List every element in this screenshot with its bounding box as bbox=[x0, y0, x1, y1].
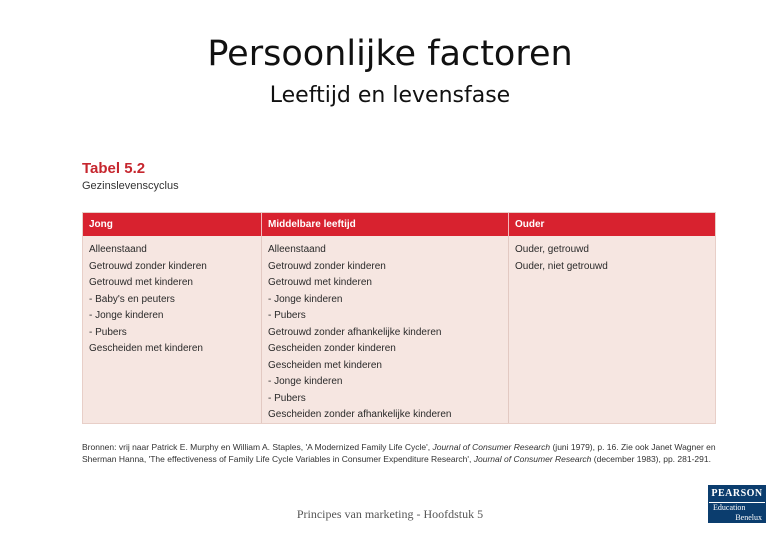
table-cell: - Baby's en peuters bbox=[89, 293, 175, 305]
slide-subtitle: Leeftijd en levensfase bbox=[269, 83, 511, 108]
table-heading: Tabel 5.2 bbox=[82, 160, 146, 177]
column-jong bbox=[83, 236, 261, 423]
slide-title: Persoonlijke factoren bbox=[207, 34, 573, 74]
table-cell: Gescheiden zonder afhankelijke kinderen bbox=[268, 409, 452, 420]
table-cell: Getrouwd met kinderen bbox=[268, 277, 372, 288]
source-text: Bronnen: vrij naar Patrick E. Murphy en William A. Staples, 'A Modernized Family Life Cycle', bbox=[82, 442, 433, 452]
table-cell: Getrouwd zonder kinderen bbox=[268, 260, 386, 272]
column-middelbare-leeftijd bbox=[261, 236, 508, 423]
table-caption: Gezinslevenscyclus bbox=[82, 180, 179, 192]
table-cell: Getrouwd zonder kinderen bbox=[89, 260, 207, 272]
table-cell: Gescheiden zonder kinderen bbox=[268, 343, 396, 354]
slide-footer: Principes van marketing - Hoofdstuk 5 bbox=[296, 507, 484, 521]
table-cell: Alleenstaand bbox=[89, 244, 147, 255]
table-cell: - Jonge kinderen bbox=[89, 310, 164, 321]
logo-line-education: Education bbox=[713, 503, 746, 512]
table-cell: - Pubers bbox=[268, 392, 306, 404]
table-cell: - Jonge kinderen bbox=[268, 376, 343, 387]
table-cell: Gescheiden met kinderen bbox=[268, 359, 382, 371]
family-life-cycle-table bbox=[82, 212, 716, 424]
table-cell: Getrouwd met kinderen bbox=[89, 277, 193, 288]
source-journal: Journal of Consumer Research bbox=[473, 454, 592, 464]
logo-brand: PEARSON bbox=[709, 486, 765, 503]
table-cell: Ouder, niet getrouwd bbox=[515, 260, 608, 272]
table-cell: - Pubers bbox=[268, 310, 306, 321]
table-cell: Gescheiden met kinderen bbox=[89, 343, 203, 354]
table-header-row bbox=[83, 213, 715, 236]
logo-line-benelux: Benelux bbox=[735, 513, 762, 522]
table-cell: Alleenstaand bbox=[268, 244, 326, 255]
column-header-middelbare-leeftijd: Middelbare leeftijd bbox=[261, 213, 508, 236]
column-header-ouder: Ouder bbox=[508, 213, 715, 236]
source-text: (juni 1979), p. 16. Zie ook Janet Wagner en Sherman Hanna, 'The effectiveness of Family Life Cycle Variables in Consumer Expenditure Research', bbox=[82, 442, 716, 464]
table-body bbox=[83, 236, 715, 423]
source-text: (december 1983), pp. 281-291. bbox=[591, 454, 711, 464]
table-cell: - Jonge kinderen bbox=[268, 293, 343, 305]
table-cell: Ouder, getrouwd bbox=[515, 244, 589, 255]
column-header-jong: Jong bbox=[89, 219, 113, 230]
column-ouder bbox=[508, 236, 715, 423]
source-note bbox=[82, 441, 732, 465]
source-journal: Journal of Consumer Research bbox=[432, 442, 551, 452]
table-cell: - Pubers bbox=[89, 326, 127, 338]
pearson-logo bbox=[708, 485, 766, 523]
table-cell: Getrouwd zonder afhankelijke kinderen bbox=[268, 326, 442, 338]
